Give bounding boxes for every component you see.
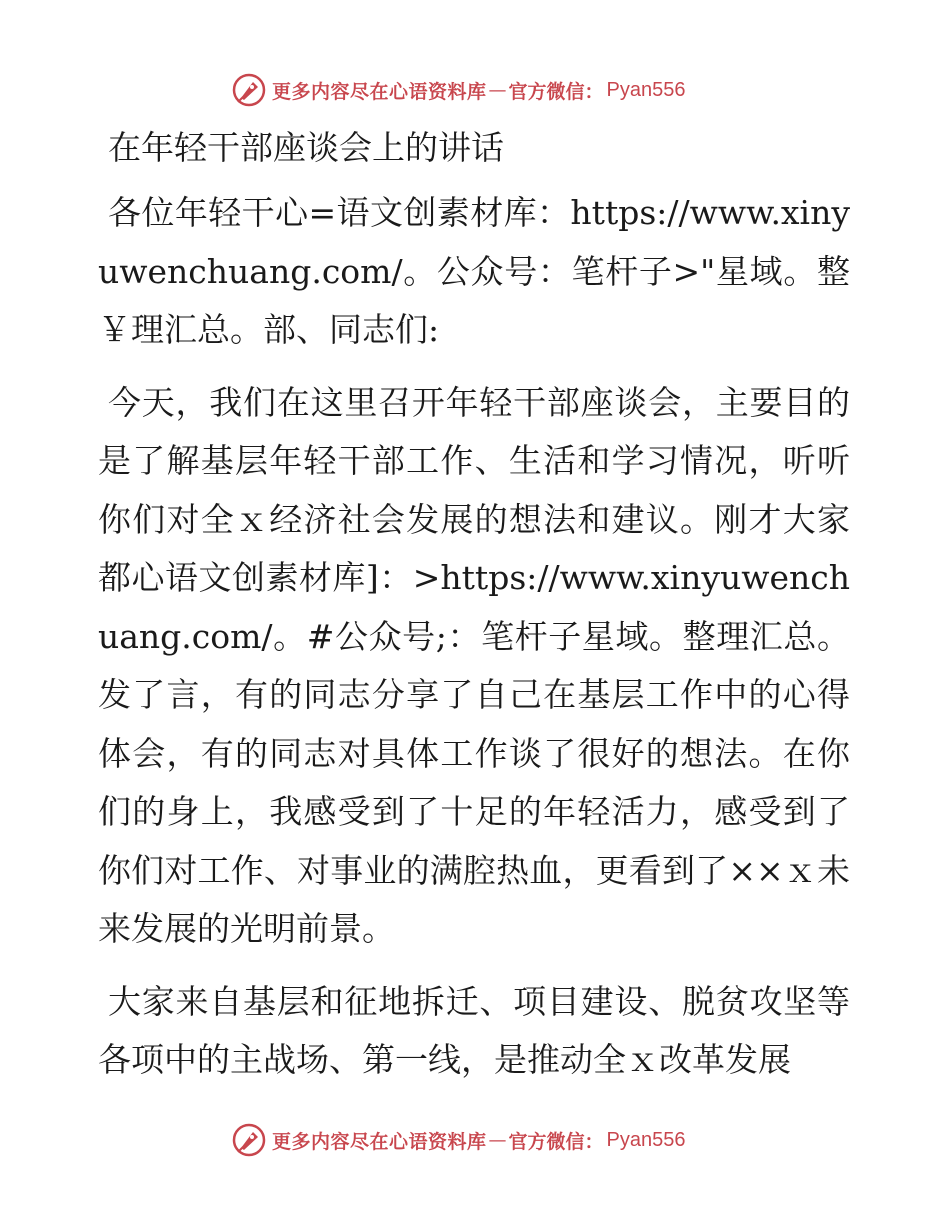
watermark-site-text: 更多内容尽在心语资料库	[272, 1130, 487, 1153]
watermark-dash: —	[488, 1129, 507, 1151]
paragraph-salutation: 各位年轻干心=语文创素材库：https://www.xinyuwenchuang.com/。公众号：笔杆子>"星域。整￥理汇总。部、同志们:	[98, 193, 850, 349]
watermark-wechat-handle: Pyan556	[606, 78, 686, 101]
paragraph-opening: 今天，我们在这里召开年轻干部座谈会，主要目的是了解基层年轻干部工作、生活和学习情况，听听你们对全ｘ经济社会发展的想法和建议。刚才大家都心语文创素材库]：>https://www.xinyuwenchuang.com/。#公众号;：笔杆子星域。整理汇总。发了言，有的同志分享了自己在基层工作中的心得体会，有的同志对具体工作谈了很好的想法。在你们的身上，我感受到了十足的年轻活力，感受到了你们对工作、对事业的满腔热血，更看到了××ｘ未来发展的光明前景。	[98, 382, 850, 948]
watermark-wechat-label: 官方微信：	[508, 80, 604, 103]
watermark-wechat-handle: Pyan556	[606, 1128, 686, 1151]
pen-nib-logo-icon	[232, 73, 266, 107]
paragraph-frontline: 大家来自基层和征地拆迁、项目建设、脱贫攻坚等各项中的主战场、第一线，是推动全ｘ改革发展	[98, 981, 850, 1079]
watermark-dash: —	[488, 79, 507, 101]
document-body	[98, 124, 850, 1104]
pen-nib-logo-icon	[232, 1123, 266, 1157]
document-title: 在年轻干部座谈会上的讲话	[108, 128, 504, 167]
footer-watermark-banner	[232, 1120, 732, 1160]
watermark-site-text: 更多内容尽在心语资料库	[272, 80, 487, 103]
watermark-wechat-label: 官方微信：	[508, 1130, 604, 1153]
header-watermark-banner	[232, 70, 732, 110]
